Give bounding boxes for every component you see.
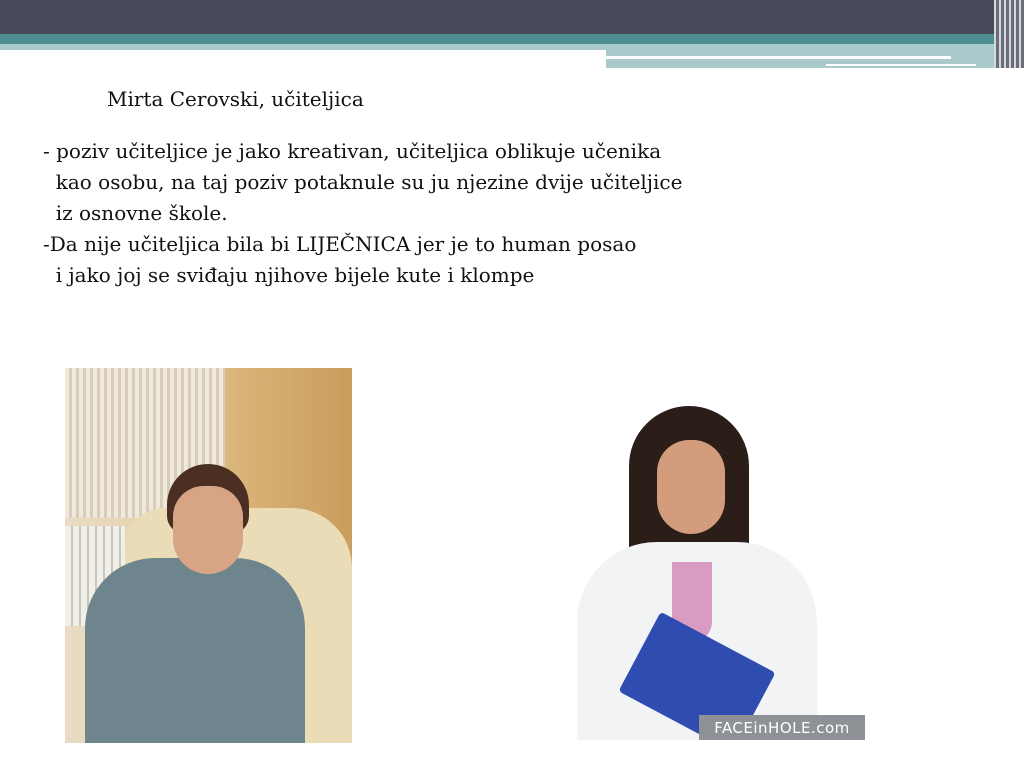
body-line: iz osnovne škole. bbox=[43, 201, 228, 225]
watermark-text: FACEinHOLE.com bbox=[714, 718, 850, 737]
person-face bbox=[657, 440, 725, 534]
body-line: kao osobu, na taj poziv potaknule su ju njezine dvije učiteljice bbox=[43, 170, 683, 194]
header-dark-band bbox=[0, 0, 1024, 34]
header-white-line bbox=[606, 56, 951, 59]
header-stripes bbox=[994, 0, 1024, 68]
slide-body bbox=[43, 136, 682, 291]
body-line: -Da nije učiteljica bila bi LIJEČNICA jer je to human posao bbox=[43, 232, 637, 256]
watermark bbox=[699, 715, 865, 740]
header-white-line-2 bbox=[826, 64, 976, 66]
body-line: i jako joj se sviđaju njihove bijele kute i klompe bbox=[43, 263, 535, 287]
doctor-photo bbox=[537, 392, 865, 740]
person-body bbox=[85, 558, 305, 743]
person-face bbox=[173, 486, 243, 574]
teacher-photo bbox=[65, 368, 352, 743]
body-line: - poziv učiteljice je jako kreativan, učiteljica oblikuje učenika bbox=[43, 139, 662, 163]
header-teal-band bbox=[0, 34, 1024, 44]
slide-title: Mirta Cerovski, učiteljica bbox=[107, 87, 364, 111]
header-light-band bbox=[0, 44, 606, 50]
